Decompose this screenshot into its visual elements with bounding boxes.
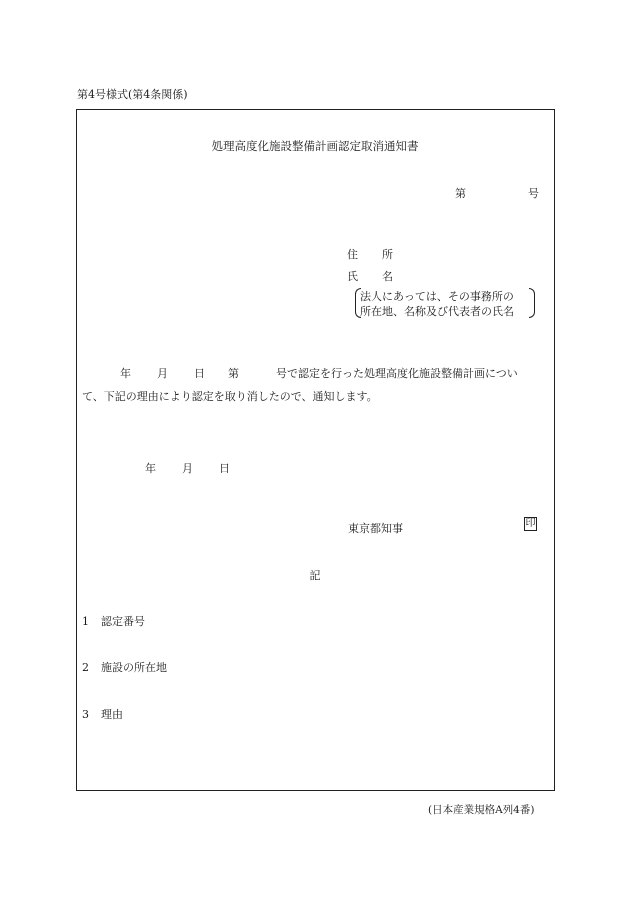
- name-label: [347, 268, 393, 284]
- body-month: 月: [157, 367, 168, 380]
- document-title: 処理高度化施設整備計画認定取消通知書: [211, 139, 419, 153]
- item-label: 認定番号: [101, 615, 145, 628]
- seal-mark: 印: [525, 518, 536, 529]
- issue-date: [145, 460, 230, 476]
- paper-size-note: (日本産業規格A列4番): [428, 804, 535, 816]
- item-number: 1: [82, 615, 89, 628]
- address-label-char-1: 住: [347, 248, 358, 261]
- ki-heading: 記: [309, 569, 321, 582]
- reference-dai: 第: [455, 187, 466, 200]
- corporate-note-line-2: 所在地、名称及び代表者の氏名: [360, 305, 514, 318]
- item-label: 理由: [101, 708, 123, 721]
- body-day: 日: [194, 367, 205, 380]
- issue-day: 日: [219, 462, 230, 475]
- issuer-name: 東京都知事: [348, 522, 403, 535]
- item-facility-location: [82, 659, 167, 675]
- item-number: 3: [82, 708, 89, 721]
- item-number: 2: [82, 661, 89, 674]
- form-number: 第4号様式(第4条関係): [77, 88, 188, 101]
- body-dai: 第: [228, 367, 239, 380]
- name-label-char-1: 氏: [347, 270, 358, 283]
- issue-year: 年: [145, 462, 156, 475]
- item-certification-number: [82, 613, 145, 629]
- form-frame: [76, 109, 555, 791]
- name-label-char-2: 名: [382, 270, 393, 283]
- address-label-char-2: 所: [382, 248, 393, 261]
- reference-go: 号: [528, 187, 539, 200]
- body-line1-tail: 号で認定を行った処理高度化施設整備計画につい: [276, 367, 518, 380]
- body-year: 年: [120, 367, 131, 380]
- issue-month: 月: [182, 462, 193, 475]
- body-line-1: [120, 365, 518, 381]
- item-label: 施設の所在地: [101, 661, 167, 674]
- address-label: [347, 246, 393, 262]
- item-reason: [82, 706, 123, 722]
- body-line-2: て、下記の理由により認定を取り消したので、通知します。: [82, 390, 378, 403]
- corporate-note: [355, 288, 535, 318]
- corporate-note-line-1: 法人にあっては、その事務所の: [360, 290, 514, 303]
- corporate-note-bracket-right: [529, 288, 535, 318]
